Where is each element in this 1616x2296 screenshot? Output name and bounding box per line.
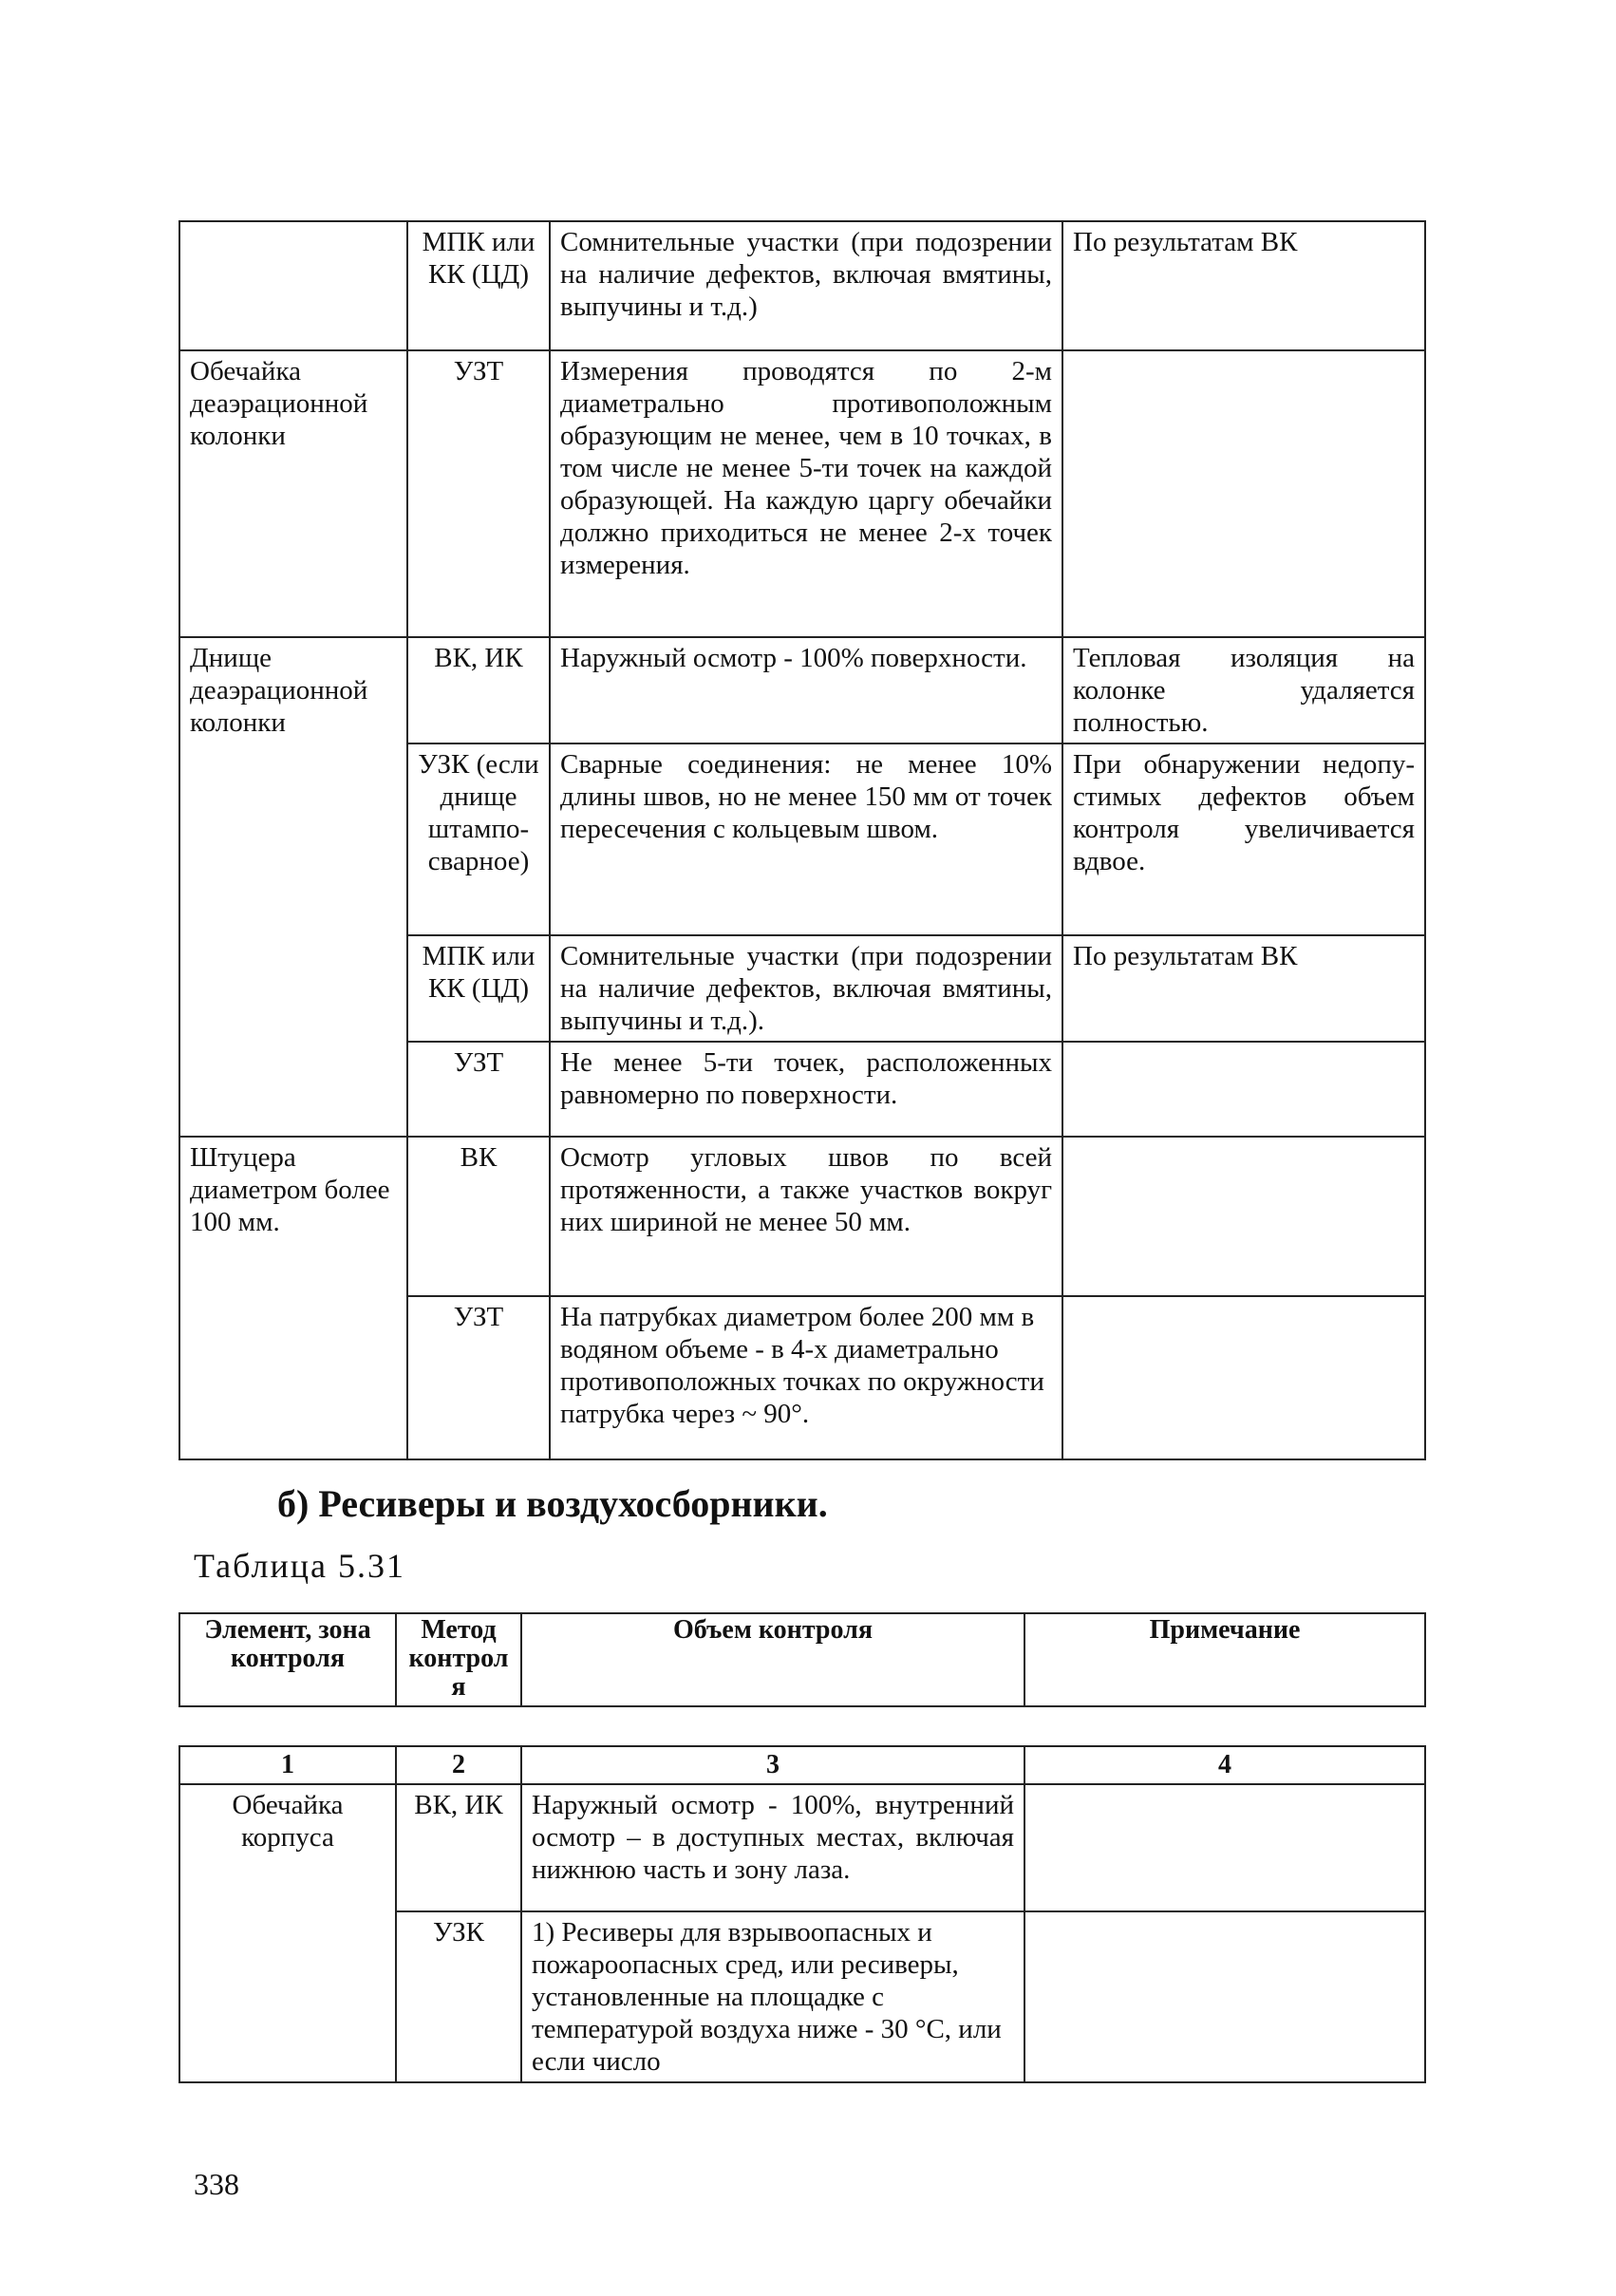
note-cell <box>1062 1042 1425 1137</box>
volume-cell: На патрубках диаметром более 200 мм в водяном объеме - в 4-х диаметрально противоположных точках по окружности патрубка через ~ 90°. <box>550 1296 1062 1459</box>
element-cell: Штуцера диаметром более 100 мм. <box>179 1137 407 1459</box>
note-cell: По результатам ВК <box>1062 221 1425 350</box>
element-cell <box>179 221 407 350</box>
header-note: Примечание <box>1024 1613 1425 1706</box>
volume-cell: Сварные соединения: не менее 10% длины швов, но не менее 150 мм от точек пересечения с кольцевым швом. <box>550 743 1062 935</box>
element-cell: Обечайка корпуса <box>179 1784 396 2082</box>
volume-cell: Сомнительные участки (при подозрении на наличие дефектов, включая вмятины, выпучины и т.д.). <box>550 935 1062 1042</box>
header-row <box>179 1613 1425 1706</box>
method-cell: ВК, ИК <box>396 1784 521 1911</box>
col-number: 2 <box>396 1746 521 1784</box>
col-number: 1 <box>179 1746 396 1784</box>
method-cell: УЗК (если днище штампо-сварное) <box>407 743 550 935</box>
method-cell: ВК, ИК <box>407 637 550 743</box>
col-number: 4 <box>1024 1746 1425 1784</box>
note-cell <box>1024 1784 1425 1911</box>
note-cell <box>1062 1137 1425 1296</box>
header-element: Элемент, зона контроля <box>179 1613 396 1706</box>
header-volume: Объем контроля <box>521 1613 1024 1706</box>
header-method: Метод контрол я <box>396 1613 521 1706</box>
note-cell <box>1062 350 1425 637</box>
volume-cell: Измерения проводятся по 2-м диаметрально противоположным образующим не менее, чем в 10 точках, в том числе не менее 5-ти точек на каждой образующей. На каждую царгу обечайки должно приходиться не менее 2-х точек измерения. <box>550 350 1062 637</box>
table-5-31-header <box>179 1612 1426 1707</box>
method-cell: ВК <box>407 1137 550 1296</box>
table-5-31-body <box>179 1745 1426 2083</box>
method-cell: УЗТ <box>407 350 550 637</box>
section-heading: б) Ресиверы и воздухосборники. <box>277 1482 828 1525</box>
volume-cell: Сомнительные участки (при подозрении на наличие дефектов, включая вмятины, выпучины и т.д.) <box>550 221 1062 350</box>
table-row <box>179 350 1425 637</box>
number-row <box>179 1746 1425 1784</box>
method-cell: УЗТ <box>407 1042 550 1137</box>
note-cell <box>1062 1296 1425 1459</box>
element-cell: Днище деаэрационной колонки <box>179 637 407 1137</box>
table-label: Таблица 5.31 <box>194 1547 405 1585</box>
page-number: 338 <box>194 2167 239 2201</box>
note-cell: Тепловая изоляция на колонке удаляется полностью. <box>1062 637 1425 743</box>
volume-cell: Осмотр угловых швов по всей протяженности, а также участков вокруг них шириной не менее 50 мм. <box>550 1137 1062 1296</box>
volume-cell: Наружный осмотр - 100%, внутренний осмотр – в доступных местах, включая нижнюю часть и зону лаза. <box>521 1784 1024 1911</box>
note-cell: По результатам ВК <box>1062 935 1425 1042</box>
note-cell: При обнаружении недопу-стимых дефектов объем контроля увеличивается вдвое. <box>1062 743 1425 935</box>
table-row <box>179 1137 1425 1296</box>
method-cell: МПК или КК (ЦД) <box>407 221 550 350</box>
inspection-table-continued <box>179 220 1426 1460</box>
table-row <box>179 221 1425 350</box>
element-cell: Обечайка деаэрационной колонки <box>179 350 407 637</box>
volume-cell: Наружный осмотр - 100% поверхности. <box>550 637 1062 743</box>
table-row <box>179 637 1425 743</box>
table-row <box>179 1784 1425 1911</box>
method-cell: МПК или КК (ЦД) <box>407 935 550 1042</box>
col-number: 3 <box>521 1746 1024 1784</box>
note-cell <box>1024 1911 1425 2082</box>
method-cell: УЗК <box>396 1911 521 2082</box>
volume-cell: Не менее 5-ти точек, расположенных равномерно по поверхности. <box>550 1042 1062 1137</box>
method-cell: УЗТ <box>407 1296 550 1459</box>
volume-cell: 1) Ресиверы для взрывоопасных и пожароопасных сред, или ресиверы, установленные на площадке с температурой воздуха ниже - 30 °С, или если число <box>521 1911 1024 2082</box>
